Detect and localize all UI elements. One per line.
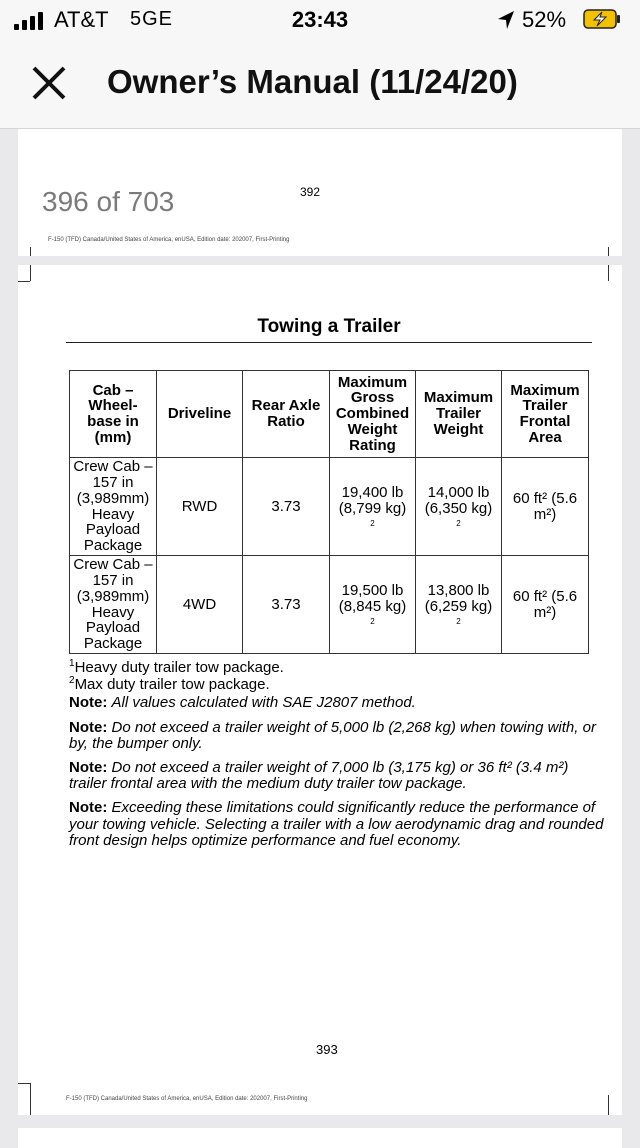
section-title: Towing a Trailer <box>257 316 401 337</box>
column-header: Rear Axle Ratio <box>243 371 330 458</box>
footnote-ref: 2 <box>456 616 461 626</box>
table-row <box>70 458 589 556</box>
page-counter: 396 of 703 <box>42 186 175 217</box>
note: Note: Do not exceed a trailer weight of 7,000 lb (3,175 kg) or 36 ft² (3.4 m²) trailer frontal area with the medium duty trailer tow package. <box>69 758 569 793</box>
status-bar <box>0 0 640 40</box>
footnote: $^1$Heavy duty trailer tow package. <box>69 658 284 676</box>
note: Note: Do not exceed a trailer weight of 5,000 lb (2,268 kg) when towing with, or by, the bumper only. <box>69 718 596 752</box>
page-footer: F-150 (TFD) Canada/United States of America, enUSA, Edition date: 202007, First-Printing <box>66 1096 308 1102</box>
table-cell: Crew Cab – 157 in (3,989mm) Heavy Payload Package <box>70 556 157 654</box>
crop-mark <box>30 1083 31 1115</box>
crop-mark <box>30 247 31 256</box>
crop-mark <box>608 265 609 281</box>
crop-mark <box>608 247 609 256</box>
gcwr-value: 19,500 lb (8,845 kg) <box>338 582 407 615</box>
note: Note: Exceeding these limitations could significantly reduce the performance of your towing vehicle. Selecting a trailer with a low aerodynamic drag and rounded front design helps optimize performance and fuel economy. <box>69 799 604 849</box>
app-header <box>0 40 640 129</box>
document-page-next[interactable] <box>18 1128 622 1148</box>
document-page-current[interactable] <box>18 265 622 1115</box>
network-label: 5GE <box>130 8 174 30</box>
table-cell <box>416 458 502 556</box>
column-header: Cab – Wheel-base in (mm) <box>70 371 157 458</box>
table-cell <box>416 556 502 654</box>
page-number: 393 <box>316 1042 338 1057</box>
footnotes <box>69 659 609 849</box>
column-header: Maximum Trailer Frontal Area <box>502 371 589 458</box>
footnote: $^2$Max duty trailer tow package. <box>69 675 270 694</box>
document-page-previous[interactable] <box>18 129 622 256</box>
crop-mark <box>18 281 30 282</box>
table-cell <box>330 458 416 556</box>
table-cell: Crew Cab – 157 in (3,989mm) Heavy Payload Package <box>70 458 157 556</box>
trailer-weight-value: 13,800 lb (6,259 kg) <box>424 582 493 615</box>
carrier-label: AT&T <box>54 7 109 32</box>
table-header-row <box>70 371 589 458</box>
crop-mark <box>608 1095 609 1115</box>
table-cell: 60 ft² (5.6 m²) <box>502 556 589 654</box>
trailer-weight-value: 14,000 lb (6,350 kg) <box>424 484 493 517</box>
page-title: Owner’s Manual (11/24/20) <box>107 63 518 100</box>
table-cell: 4WD <box>157 556 243 654</box>
column-header: Maximum Gross Combined Weight Rating <box>330 371 416 458</box>
title-rule <box>66 342 592 343</box>
crop-mark <box>30 265 31 281</box>
battery-charging-icon <box>583 9 621 29</box>
table-row <box>70 556 589 654</box>
table-cell <box>330 556 416 654</box>
location-icon <box>497 10 515 30</box>
footnote-ref: 2 <box>370 518 375 528</box>
footnote-ref: 2 <box>370 616 375 626</box>
column-header: Maximum Trailer Weight <box>416 371 502 458</box>
close-icon[interactable] <box>28 62 70 104</box>
towing-spec-table <box>69 370 589 654</box>
footnote-ref: 2 <box>456 518 461 528</box>
column-header: Driveline <box>157 371 243 458</box>
table-cell: 3.73 <box>243 556 330 654</box>
table-cell: 60 ft² (5.6 m²) <box>502 458 589 556</box>
gcwr-value: 19,400 lb (8,799 kg) <box>338 484 407 517</box>
crop-mark <box>18 1083 30 1084</box>
note: Note: All values calculated with SAE J2807 method. <box>69 694 416 712</box>
clock: 23:43 <box>291 7 349 32</box>
table-cell: RWD <box>157 458 243 556</box>
table-cell: 3.73 <box>243 458 330 556</box>
page-number: 392 <box>300 185 321 199</box>
battery-percent: 52% <box>522 7 567 32</box>
page-footer: F-150 (TFD) Canada/United States of America, enUSA, Edition date: 202007, First-Printing <box>48 237 290 243</box>
